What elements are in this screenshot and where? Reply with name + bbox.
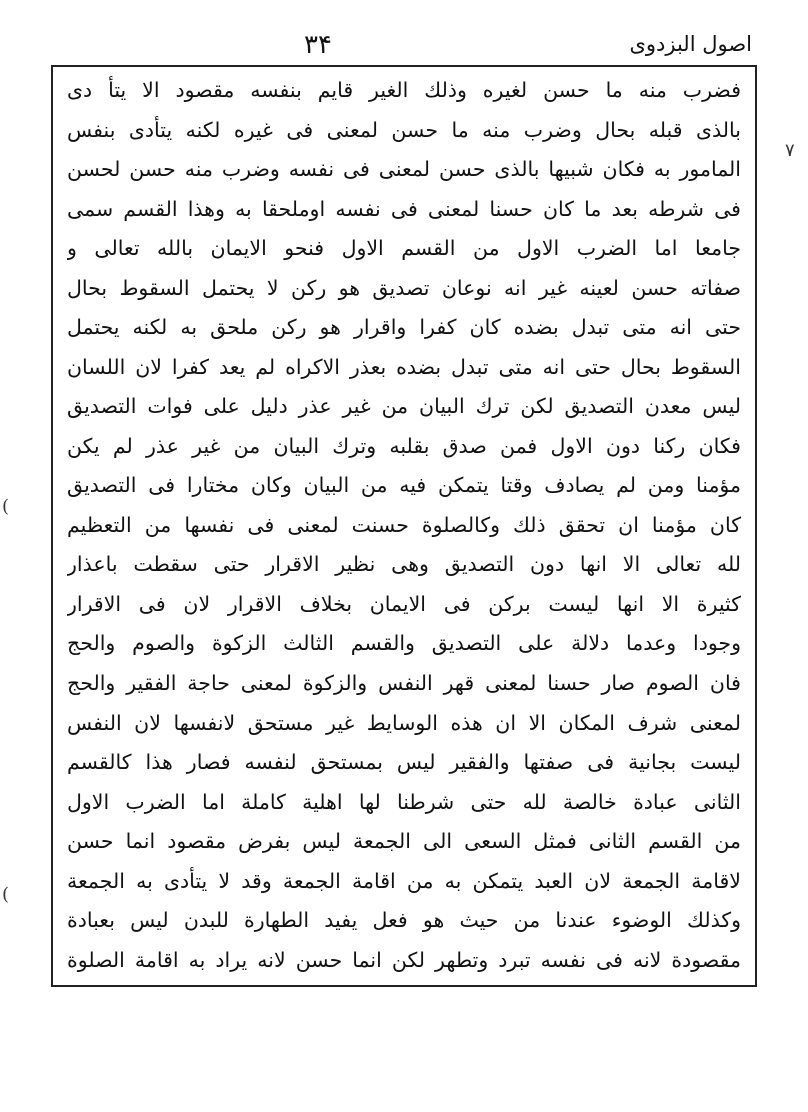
body-text [67,73,741,977]
text-line: كثيرة الا انها ليست بركن فی الايمان بخلاف الاقرار لان فی الاقرار [67,591,741,616]
text-line: وجودا وعدما دلالة على التصديق والقسم الثالث الزكوة والصوم والحج [67,631,741,656]
running-title: اصول البزدوی [629,32,752,56]
text-line: مؤمنا ومن لم يصادف وقتا يتمكن فيه من البيان وكان مختارا فی التصديق [67,473,741,498]
text-line: بالذی قبله بحال وضرب منه ما حسن لمعنى فی غيره لكنه يتأدى بنفس [67,117,741,142]
margin-mark: ( [2,496,10,517]
text-line: فضرب منه ما حسن لغيره وذلك الغير قايم بنفسه مقصود الا يتأ دى [67,78,741,102]
text-line: لاقامة الجمعة لان العبد يتمكن به من اقامة الجمعة وقد لا يتأدى به الجمعة [67,868,741,893]
text-line: لله تعالى الا انها دون التصديق وهی نظير الاقرار حتى سقطت باعذار [67,552,741,577]
text-line: الثانی عبادة خالصة لله حتى شرطنا لها اهلية كاملة اما الضرب الاول [67,789,741,814]
text-frame [51,65,757,987]
text-line: لمعنى شرف المكان الا ان هذه الوسايط غير مستحق لانفسها لان النفس [67,710,741,735]
text-line: كان مؤمنا ان تحقق ذلك وكالصلوة حسنت لمعنى فی نفسها من التعظيم [67,512,741,537]
text-line: المامور به فكان شبيها بالذی حسن لمعنى فی نفسه وضرب منه حسن لحسن [67,157,741,182]
text-line: السقوط بحال حتى انه متى تبدل بضده بعذر الاكراه لم يعد كفرا لان اللسان [67,354,741,379]
text-line: صفاته حسن لعينه غير انه نوعان تصديق هو ركن لا يحتمل السقوط بحال [67,275,741,300]
text-line: فی شرطه بعد ما كان حسنا لمعنى فی نفسه اوملحقا به وهذا القسم سمی [67,196,741,221]
page-number: ۳۴ [304,30,332,60]
text-line: من القسم الثانی فمثل السعی الى الجمعة ليس بفرض مقصود انما حسن [67,829,741,854]
margin-mark: ٧ [785,140,795,161]
text-line: جامعا اما الضرب الاول من القسم الاول فنحو الايمان بالله تعالى و [67,236,741,261]
margin-mark: ( [2,884,10,905]
text-line: فكان ركنا دون الاول فمن صدق بقلبه وترك البيان من غير عذر لم يكن [67,433,741,458]
page-header [52,28,758,64]
text-line: مقصودة لانه فی نفسه تبرد وتطهر لكن انما حسن لانه يراد به اقامة الصلوة [67,947,741,972]
text-line: فان الصوم صار حسنا لمعنى قهر النفس والزكوة لمعنى حاجة الفقير والحج [67,670,741,695]
text-line: حتى انه متى تبدل بضده كان كفرا واقرار هو ركن ملحق به لكنه يحتمل [67,315,741,340]
text-line: ليست بجانية فی صفتها والفقير ليس بمستحق لنفسه فصار هذا كالقسم [67,750,741,775]
text-line: ليس معدن التصديق لكن ترك البيان من غير عذر دليل على فوات التصديق [67,394,741,419]
text-line: وكذلك الوضوء عندنا من حيث هو فعل يفيد الطهارة للبدن ليس بعبادة [67,908,741,933]
